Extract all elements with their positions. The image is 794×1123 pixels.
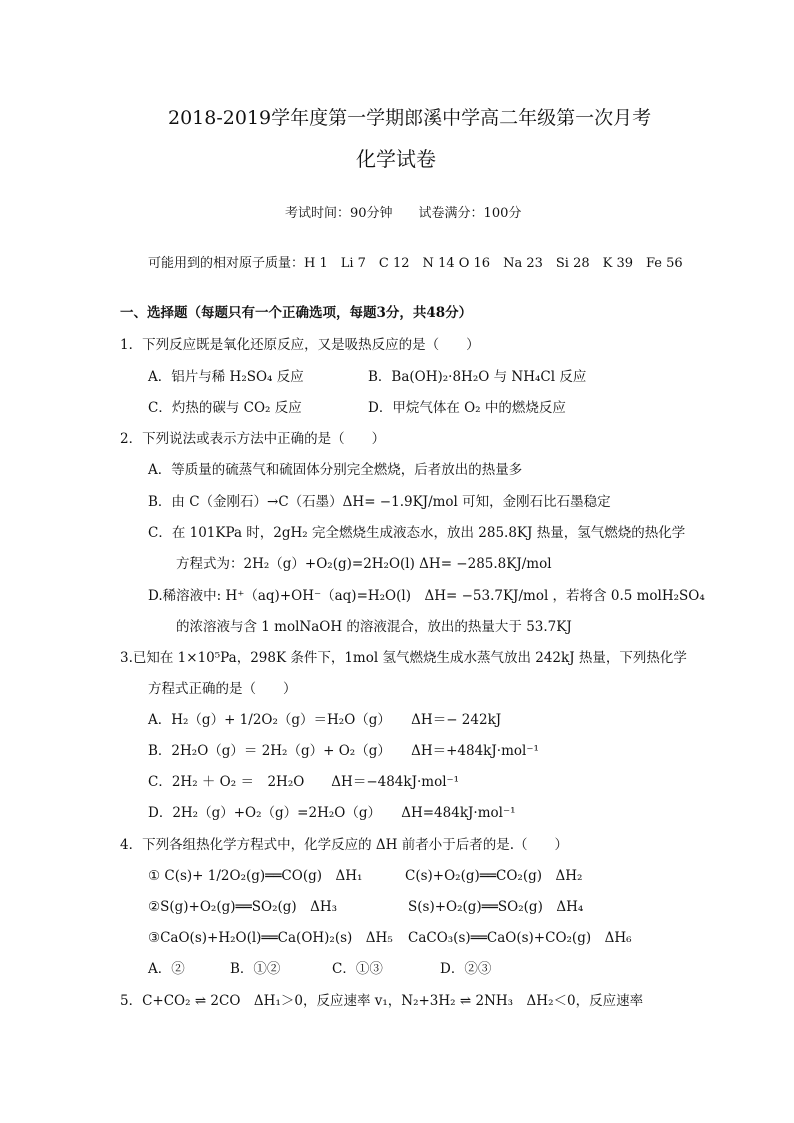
q4-reaction-3a: ③CaO(s)+H₂O(l)══Ca(OH)₂(s) ΔH₅ [148, 930, 393, 946]
q1-option-c: C．灼热的碳与 CO₂ 反应 [148, 400, 302, 416]
q4-reaction-2a: ②S(g)+O₂(g)══SO₂(g) ΔH₃ [148, 899, 338, 915]
q4-reaction-3b: CaCO₃(s)══CaO(s)+CO₂(g) ΔH₆ [408, 930, 632, 946]
q4-option-d: D．②③ [440, 961, 492, 977]
q3-option-b: B．2H₂O（g）＝ 2H₂（g）+ O₂（g） ΔH＝+484kJ·mol⁻¹ [148, 743, 539, 759]
q1-option-a: A．铝片与稀 H₂SO₄ 反应 [148, 369, 304, 385]
exam-title: 2018-2019学年度第一学期郎溪中学高二年级第一次月考 [168, 107, 652, 129]
q1-option-b: B．Ba(OH)₂·8H₂O 与 NH₄Cl 反应 [368, 369, 587, 385]
q4-reaction-1b: C(s)+O₂(g)══CO₂(g) ΔH₂ [405, 868, 583, 884]
q4-stem: 4．下列各组热化学方程式中，化学反应的 ΔH 前者小于后者的是.（ ） [120, 837, 568, 853]
q4-reaction-2b: S(s)+O₂(g)══SO₂(g) ΔH₄ [408, 899, 584, 915]
q2-option-b: B．由 C（金刚石）→C（石墨）ΔH= −1.9KJ/mol 可知，金刚石比石墨稳定 [148, 494, 611, 510]
q4-option-b: B．①② [230, 961, 281, 977]
q5-stem: 5．C+CO₂ ⇌ 2CO ΔH₁＞0，反应速率 v₁，N₂+3H₂ ⇌ 2NH₃ ΔH₂＜0，反应速率 [120, 993, 644, 1009]
exam-subtitle: 化学试卷 [356, 147, 436, 171]
q4-option-a: A．② [148, 961, 185, 977]
q1-option-d: D．甲烷气体在 O₂ 中的燃烧反应 [368, 400, 566, 416]
q4-option-c: C．①③ [332, 961, 383, 977]
q3-option-a: A．H₂（g）+ 1/2O₂（g）＝H₂O（g） ΔH＝− 242kJ [148, 712, 502, 728]
q2-option-c-line1: C．在 101KPa 时，2gH₂ 完全燃烧生成液态水，放出 285.8KJ 热量，氢气燃烧的热化学 [148, 525, 686, 541]
q3-option-d: D．2H₂（g）+O₂（g）=2H₂O（g） ΔH=484kJ·mol⁻¹ [148, 805, 516, 821]
section-heading: 一、选择题（每题只有一个正确选项，每题3分，共48分） [120, 305, 473, 321]
exam-info: 考试时间：90分钟 试卷满分：100分 [285, 206, 522, 221]
q1-stem: 1．下列反应既是氧化还原反应，又是吸热反应的是（ ） [120, 337, 480, 353]
atomic-masses: 可能用到的相对原子质量：H 1 Li 7 C 12 N 14 O 16 Na 23 Si 28 K 39 Fe 56 [148, 256, 683, 271]
q2-option-c-line2: 方程式为：2H₂（g）+O₂(g)=2H₂O(l) ΔH= −285.8KJ/mol [176, 556, 552, 572]
q3-option-c: C．2H₂ ＋ O₂ ＝ 2H₂O ΔH＝−484kJ·mol⁻¹ [148, 774, 460, 790]
q3-stem-line2: 方程式正确的是（ ） [148, 681, 297, 697]
q2-option-a: A．等质量的硫蒸气和硫固体分别完全燃烧，后者放出的热量多 [148, 462, 523, 478]
q3-stem-line1: 3.已知在 1×10⁵Pa，298K 条件下，1mol 氢气燃烧生成水蒸气放出 242kJ 热量，下列热化学 [120, 650, 687, 666]
q2-option-d-line1: D.稀溶液中: H⁺（aq)+OH⁻（aq)=H₂O(l) ΔH= −53.7KJ/mol ，若将含 0.5 molH₂SO₄ [148, 588, 705, 604]
q2-option-d-line2: 的浓溶液与含 1 molNaOH 的溶液混合，放出的热量大于 53.7KJ [176, 619, 572, 635]
q4-reaction-1a: ① C(s)+ 1/2O₂(g)══CO(g) ΔH₁ [148, 868, 363, 884]
q2-stem: 2．下列说法或表示方法中正确的是（ ） [120, 431, 386, 447]
